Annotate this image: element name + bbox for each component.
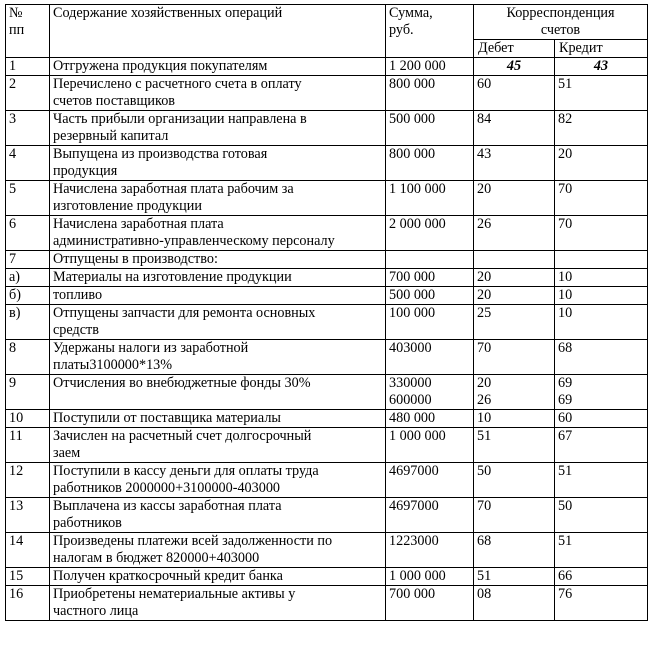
row-number-cell: 5 [6, 181, 50, 216]
credit-account-cell: 50 [555, 498, 648, 533]
amount-cell: 800 000 [386, 146, 474, 181]
operation-description-cell: Получен краткосрочный кредит банка [50, 568, 386, 586]
debit-account-cell: 84 [474, 111, 555, 146]
amount-cell: 1 000 000 [386, 568, 474, 586]
debit-account-cell [474, 251, 555, 269]
credit-account-cell: 68 [555, 340, 648, 375]
operation-description-cell: Перечислено с расчетного счета в оплату счетов поставщиков [50, 76, 386, 111]
operation-description-cell: Отпущены запчасти для ремонта основных средств [50, 305, 386, 340]
debit-account-cell: 26 [474, 216, 555, 251]
amount-cell: 330000 600000 [386, 375, 474, 410]
debit-account-cell: 70 [474, 340, 555, 375]
debit-account-cell: 20 26 [474, 375, 555, 410]
credit-account-cell [555, 251, 648, 269]
row-number-cell: 15 [6, 568, 50, 586]
amount-cell: 800 000 [386, 76, 474, 111]
debit-account-cell: 20 [474, 287, 555, 305]
debit-account-cell: 08 [474, 586, 555, 621]
header-debit: Дебет [474, 40, 555, 58]
amount-cell: 500 000 [386, 287, 474, 305]
table-row [6, 305, 648, 340]
operation-description-cell: Выпущена из производства готовая продукция [50, 146, 386, 181]
amount-cell: 4697000 [386, 498, 474, 533]
debit-account-cell: 68 [474, 533, 555, 568]
row-number-cell: 3 [6, 111, 50, 146]
amount-cell: 1223000 [386, 533, 474, 568]
header-amount: Сумма, руб. [386, 5, 474, 58]
amount-cell: 480 000 [386, 410, 474, 428]
credit-account-cell: 69 69 [555, 375, 648, 410]
amount-cell: 1 100 000 [386, 181, 474, 216]
debit-account-cell: 25 [474, 305, 555, 340]
table-row [6, 216, 648, 251]
credit-account-cell: 43 [555, 58, 648, 76]
credit-account-cell: 10 [555, 305, 648, 340]
operation-description-cell: Поступили от поставщика материалы [50, 410, 386, 428]
header-correspondence: Корреспонденция счетов [474, 5, 648, 40]
row-number-cell: 12 [6, 463, 50, 498]
row-number-cell: 7 [6, 251, 50, 269]
credit-account-cell: 60 [555, 410, 648, 428]
row-number-cell: а) [6, 269, 50, 287]
operation-description-cell: Зачислен на расчетный счет долгосрочный заем [50, 428, 386, 463]
operation-description-cell: Часть прибыли организации направлена в резервный капитал [50, 111, 386, 146]
debit-account-cell: 45 [474, 58, 555, 76]
operation-description-cell: Выплачена из кассы заработная плата работников [50, 498, 386, 533]
table-row [6, 251, 648, 269]
debit-account-cell: 20 [474, 181, 555, 216]
debit-account-cell: 51 [474, 568, 555, 586]
operations-table [5, 4, 648, 621]
operation-description-cell: Произведены платежи всей задолженности по налогам в бюджет 820000+403000 [50, 533, 386, 568]
header-row [6, 5, 648, 40]
table-row [6, 568, 648, 586]
row-number-cell: 13 [6, 498, 50, 533]
table-row [6, 410, 648, 428]
row-number-cell: 11 [6, 428, 50, 463]
debit-account-cell: 60 [474, 76, 555, 111]
credit-account-cell: 76 [555, 586, 648, 621]
operation-description-cell: Отгружена продукция покупателям [50, 58, 386, 76]
row-number-cell: 8 [6, 340, 50, 375]
table-row [6, 181, 648, 216]
table-row [6, 533, 648, 568]
table-row [6, 498, 648, 533]
table-row [6, 76, 648, 111]
amount-cell: 700 000 [386, 586, 474, 621]
debit-account-cell: 10 [474, 410, 555, 428]
credit-account-cell: 51 [555, 533, 648, 568]
table-row [6, 58, 648, 76]
debit-account-cell: 50 [474, 463, 555, 498]
debit-account-cell: 20 [474, 269, 555, 287]
credit-account-cell: 20 [555, 146, 648, 181]
amount-cell: 1 200 000 [386, 58, 474, 76]
operation-description-cell: Материалы на изготовление продукции [50, 269, 386, 287]
row-number-cell: 2 [6, 76, 50, 111]
credit-account-cell: 82 [555, 111, 648, 146]
table-row [6, 287, 648, 305]
operation-description-cell: Отчисления во внебюджетные фонды 30% [50, 375, 386, 410]
header-credit: Кредит [555, 40, 648, 58]
credit-account-cell: 10 [555, 269, 648, 287]
table-row [6, 146, 648, 181]
operation-description-cell: Приобретены нематериальные активы у частного лица [50, 586, 386, 621]
amount-cell [386, 251, 474, 269]
header-num: № пп [6, 5, 50, 58]
table-row [6, 428, 648, 463]
amount-cell: 1 000 000 [386, 428, 474, 463]
operation-description-cell: Отпущены в производство: [50, 251, 386, 269]
operation-description-cell: Начислена заработная плата административно-управленческому персоналу [50, 216, 386, 251]
table-row [6, 340, 648, 375]
debit-account-cell: 70 [474, 498, 555, 533]
row-number-cell: б) [6, 287, 50, 305]
credit-account-cell: 70 [555, 181, 648, 216]
table-row [6, 375, 648, 410]
row-number-cell: в) [6, 305, 50, 340]
row-number-cell: 6 [6, 216, 50, 251]
operation-description-cell: Удержаны налоги из заработной платы3100000*13% [50, 340, 386, 375]
operation-description-cell: Начислена заработная плата рабочим за изготовление продукции [50, 181, 386, 216]
table-row [6, 463, 648, 498]
credit-account-cell: 67 [555, 428, 648, 463]
row-number-cell: 10 [6, 410, 50, 428]
amount-cell: 403000 [386, 340, 474, 375]
table-row [6, 111, 648, 146]
debit-account-cell: 43 [474, 146, 555, 181]
row-number-cell: 9 [6, 375, 50, 410]
amount-cell: 700 000 [386, 269, 474, 287]
credit-account-cell: 70 [555, 216, 648, 251]
amount-cell: 100 000 [386, 305, 474, 340]
table-row [6, 586, 648, 621]
amount-cell: 2 000 000 [386, 216, 474, 251]
table-row [6, 269, 648, 287]
credit-account-cell: 51 [555, 76, 648, 111]
debit-account-cell: 51 [474, 428, 555, 463]
credit-account-cell: 66 [555, 568, 648, 586]
table-body [6, 5, 648, 621]
operation-description-cell: Поступили в кассу деньги для оплаты труда работников 2000000+3100000-403000 [50, 463, 386, 498]
row-number-cell: 16 [6, 586, 50, 621]
credit-account-cell: 10 [555, 287, 648, 305]
credit-account-cell: 51 [555, 463, 648, 498]
operation-description-cell: топливо [50, 287, 386, 305]
row-number-cell: 4 [6, 146, 50, 181]
amount-cell: 500 000 [386, 111, 474, 146]
row-number-cell: 1 [6, 58, 50, 76]
header-content: Содержание хозяйственных операций [50, 5, 386, 58]
row-number-cell: 14 [6, 533, 50, 568]
amount-cell: 4697000 [386, 463, 474, 498]
